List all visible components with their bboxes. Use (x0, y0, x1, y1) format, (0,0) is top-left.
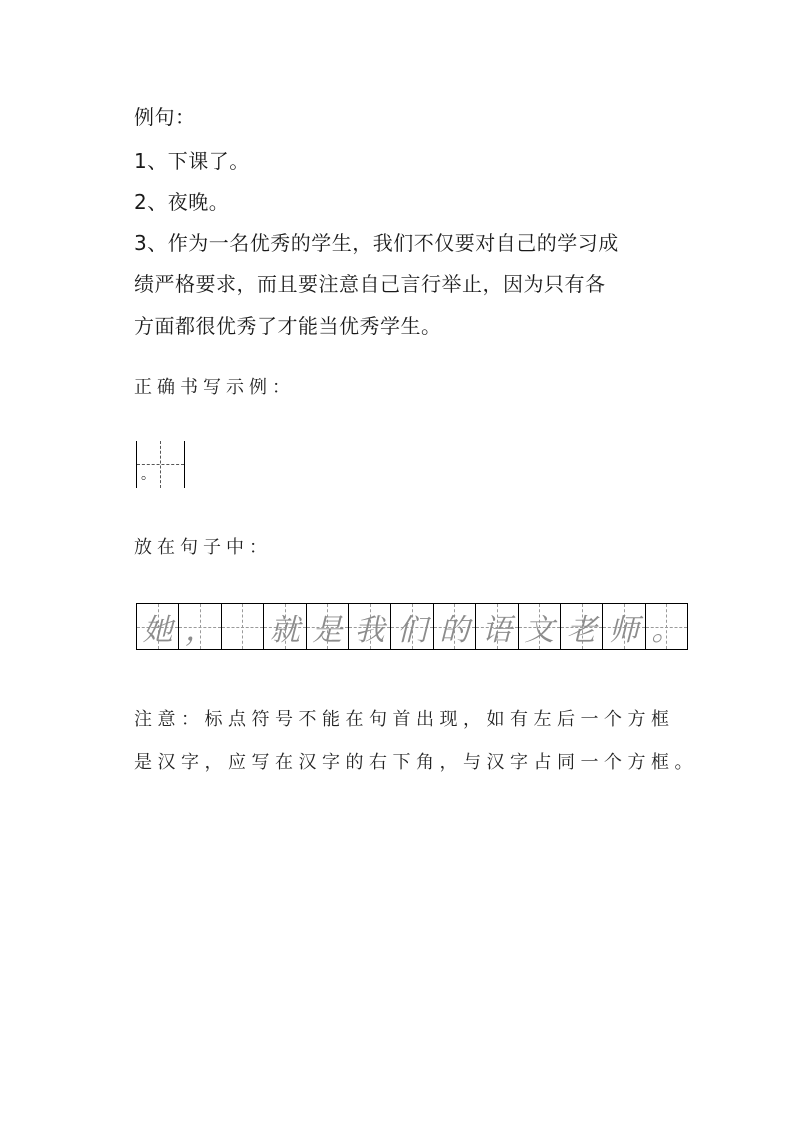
grid-character: 她 (142, 612, 173, 648)
grid-character: 。 (651, 612, 682, 648)
grid-character (222, 604, 263, 649)
grid-character: 们 (397, 612, 428, 648)
correct-example-label: 正确书写示例： (134, 377, 295, 398)
note-line-2: 是汉字，应写在汉字的右下角，与汉字占同一个方框。 (134, 752, 698, 773)
example-writing-cell (136, 441, 185, 488)
grid-character: 语 (481, 612, 512, 648)
grid-character: 师 (608, 612, 639, 648)
example-item-3-line-3: 方面都很优秀了才能当优秀学生。 (134, 314, 442, 338)
grid-cell (476, 604, 518, 649)
example-item-3-line-2: 绩严格要求，而且要注意自己言行举止，因为只有各 (134, 272, 606, 296)
grid-cell (391, 604, 433, 649)
grid-cell (349, 604, 391, 649)
grid-cell (137, 604, 179, 649)
grid-character: 是 (312, 612, 343, 648)
grid-cell (179, 604, 221, 649)
example-item-1: 1、下课了。 (134, 149, 250, 173)
note-line-1: 注意：标点符号不能在句首出现，如有左后一个方框 (134, 709, 675, 730)
grid-character: 就 (269, 612, 300, 648)
example-item-3-line-1: 3、作为一名优秀的学生，我们不仅要对自己的学习成 (134, 231, 619, 255)
grid-character: 我 (354, 612, 385, 648)
grid-cell (222, 604, 264, 649)
grid-character: 的 (439, 612, 470, 648)
example-item-2: 2、夜晚。 (134, 190, 230, 214)
grid-character: 文 (524, 612, 555, 648)
grid-cell (307, 604, 349, 649)
grid-cell (646, 604, 687, 649)
writing-grid (136, 603, 688, 650)
cell-horizontal-guide (137, 464, 184, 465)
grid-cell (264, 604, 306, 649)
in-sentence-label: 放在句子中： (134, 537, 272, 558)
examples-heading: 例句： (134, 105, 196, 129)
grid-character: 老 (566, 612, 597, 648)
grid-cell (603, 604, 645, 649)
cell-punctuation-mark: 。 (141, 467, 155, 483)
grid-cell (519, 604, 561, 649)
grid-character: ， (185, 612, 216, 648)
grid-cell (434, 604, 476, 649)
grid-cell (561, 604, 603, 649)
